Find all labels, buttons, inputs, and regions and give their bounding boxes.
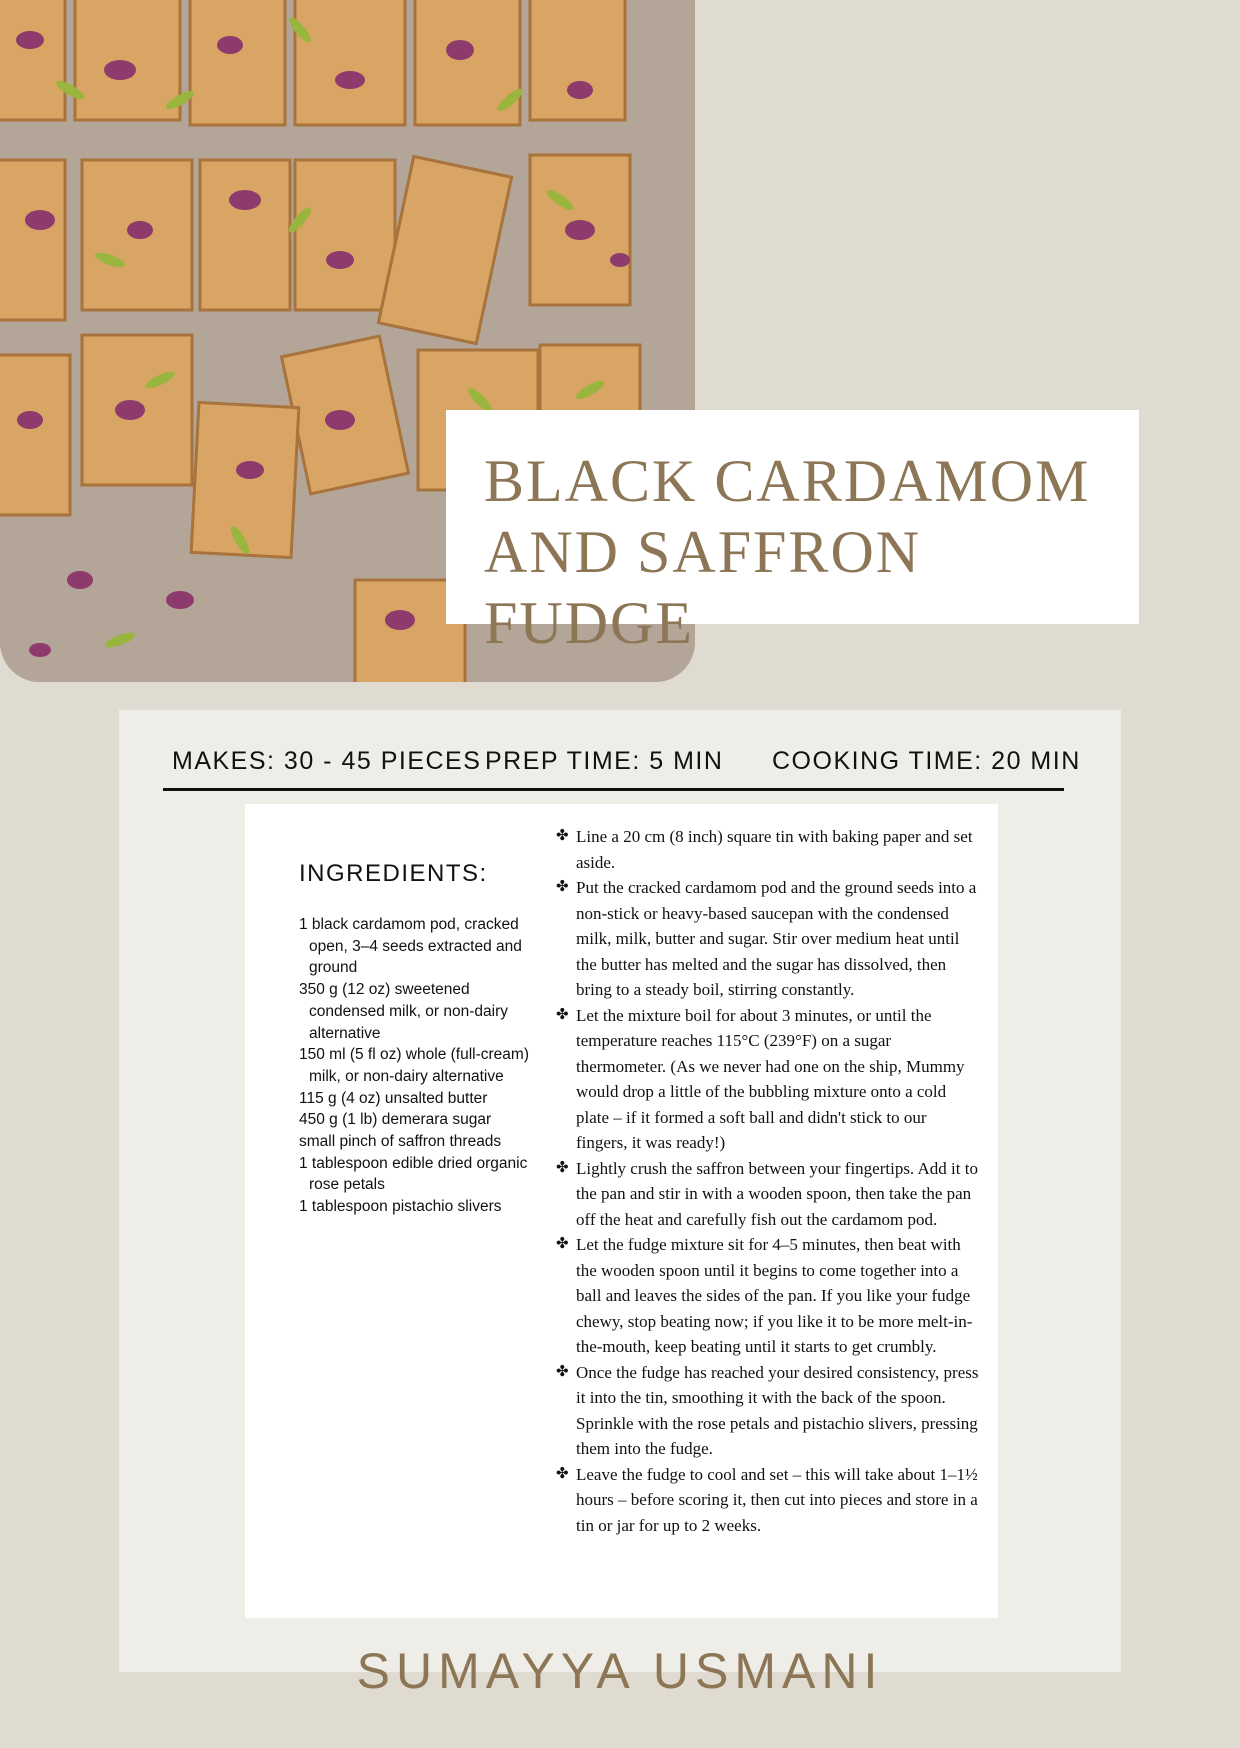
- flower-bullet-icon: ✤: [556, 1465, 569, 1482]
- ingredient-item: 150 ml (5 fl oz) whole (full-cream) milk, or non-dairy alternative: [299, 1046, 529, 1085]
- recipe-title-line-1: BLACK CARDAMOM: [484, 448, 1091, 514]
- flower-bullet-icon: ✤: [556, 1363, 569, 1380]
- ingredient-item: 1 tablespoon edible dried organic rose petals: [299, 1154, 528, 1194]
- prep-time-info: PREP TIME: 5 MIN: [485, 747, 724, 775]
- ingredient-item: 1 tablespoon pistachio slivers: [299, 1198, 502, 1216]
- makes-info: MAKES: 30 - 45 PIECES: [172, 747, 482, 775]
- method-step-text: Let the mixture boil for about 3 minutes, or until the temperature reaches 115°C (239°F) on a sugar thermometer. (As we never had one on the ship, Mummy would drop a little of the bubbling mixture onto a cold plate – if it formed a soft ball and didn't stick to our fingers, it was ready!): [576, 1005, 965, 1152]
- flower-bullet-icon: ✤: [556, 828, 569, 844]
- title-card: [446, 410, 1139, 656]
- method-step: [554, 1360, 979, 1462]
- recipe-title: [484, 446, 1119, 659]
- flower-bullet-icon: ✤: [556, 879, 569, 895]
- ingredient-item: 1 black cardamom pod, cracked open, 3–4 seeds extracted and ground: [299, 916, 522, 977]
- ingredients-heading: INGREDIENTS:: [299, 860, 488, 887]
- author-logo: SUMAYYA USMANI: [356, 1643, 884, 1699]
- method-step-text: Line a 20 cm (8 inch) square tin with baking paper and set aside.: [576, 827, 973, 872]
- method-step: [554, 875, 979, 1003]
- method-step: [554, 1232, 979, 1360]
- method-step-text: Put the cracked cardamom pod and the ground seeds into a non-stick or heavy-based saucepan with the condensed milk, milk, butter and sugar. Stir over medium heat until the butter has melted and the sugar has dissolved, then bring to a steady boil, stirring constantly.: [576, 878, 977, 999]
- method-step-text: Let the fudge mixture sit for 4–5 minutes, then beat with the wooden spoon until it begins to come together into a ball and leaves the sides of the pan. If you like your fudge chewy, stop beating now; if you like it to be more melt-in-the-mouth, keep beating until it starts to get crumbly.: [576, 1235, 973, 1356]
- method-step-text: Leave the fudge to cool and set – this will take about 1–1½ hours – before scoring it, then cut into pieces and store in a tin or jar for up to 2 weeks.: [576, 1464, 978, 1535]
- method-step: [554, 1003, 979, 1156]
- method-step: [554, 824, 979, 875]
- ingredient-item: 115 g (4 oz) unsalted butter: [299, 1089, 488, 1107]
- ingredient-item: 350 g (12 oz) sweetened condensed milk, or non-dairy alternative: [299, 981, 509, 1042]
- method-step: [554, 1156, 979, 1233]
- method-step-text: Lightly crush the saffron between your fingertips. Add it to the pan and stir in with a wooden spoon, then take the pan off the heat and carefully fish out the cardamom pod.: [576, 1158, 978, 1229]
- ingredient-item: 450 g (1 lb) demerara sugar: [299, 1111, 492, 1129]
- flower-bullet-icon: ✤: [556, 1236, 569, 1252]
- cooking-time-info: COOKING TIME: 20 MIN: [772, 747, 1081, 775]
- ingredients-list: [299, 914, 539, 1218]
- flower-bullet-icon: ✤: [556, 1159, 569, 1176]
- recipe-content: [245, 804, 998, 1618]
- method-step-text: Once the fudge has reached your desired consistency, press it into the tin, smoothing it with the back of the spoon. Sprinkle with the rose petals and pistachio slivers, pressing them into the fudge.: [576, 1362, 979, 1458]
- recipe-title-line-2: AND SAFFRON FUDGE: [484, 519, 922, 656]
- flower-bullet-icon: ✤: [556, 1006, 569, 1023]
- ingredient-item: small pinch of saffron threads: [299, 1133, 502, 1151]
- method-step: [554, 1462, 979, 1539]
- method-list: [554, 824, 979, 1538]
- divider: [163, 788, 1064, 791]
